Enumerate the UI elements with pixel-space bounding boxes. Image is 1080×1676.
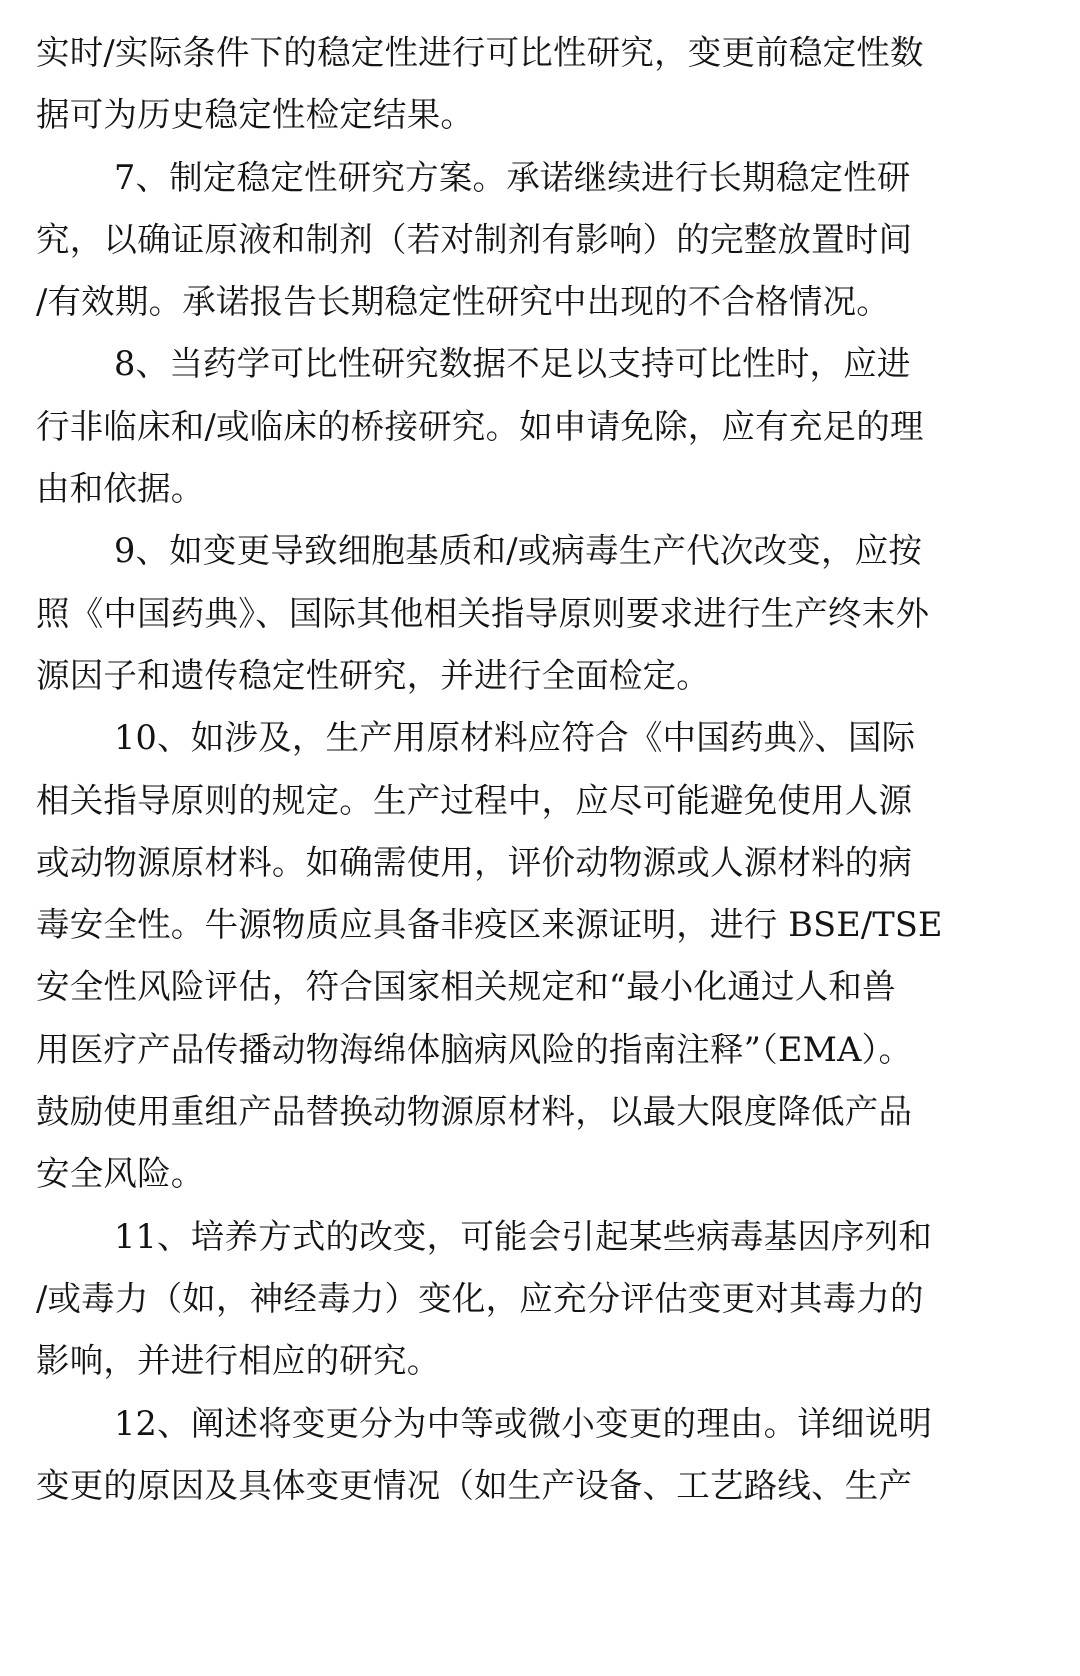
text-line: /有效期。承诺报告长期稳定性研究中出现的不合格情况。: [36, 282, 890, 322]
paragraph-continuation-stability: [36, 22, 1036, 147]
text-line: 据可为历史稳定性检定结果。: [36, 95, 475, 135]
text-line: 变更的原因及具体变更情况（如生产设备、工艺路线、生产: [36, 1465, 913, 1505]
text-line: 鼓励使用重组产品替换动物源原材料，以最大限度降低产品: [36, 1092, 913, 1132]
document-body: [36, 22, 1036, 1517]
text-line: 毒安全性。牛源物质应具备非疫区来源证明，进行 BSE/TSE: [36, 905, 943, 945]
paragraph-item-7: [36, 147, 1036, 334]
text-line: 由和依据。: [36, 469, 205, 509]
paragraph-item-9: [36, 520, 1036, 707]
text-line: 用医疗产品传播动物海绵体脑病风险的指南注释”（EMA）。: [36, 1029, 913, 1069]
text-line: 安全风险。: [36, 1154, 205, 1194]
text-line: 9、如变更导致细胞基质和/或病毒生产代次改变，应按: [114, 531, 923, 571]
text-line: 或动物源原材料。如确需使用，评价动物源或人源材料的病: [36, 842, 913, 882]
text-line: 照《中国药典》、国际其他相关指导原则要求进行生产终末外: [36, 593, 930, 633]
paragraph-item-12: [36, 1393, 1036, 1518]
text-line: 影响，并进行相应的研究。: [36, 1341, 441, 1381]
text-line: 8、当药学可比性研究数据不足以支持可比性时，应进: [114, 344, 911, 384]
paragraph-item-11: [36, 1206, 1036, 1393]
text-line: 7、制定稳定性研究方案。承诺继续进行长期稳定性研: [114, 157, 911, 197]
text-line: 安全性风险评估，符合国家相关规定和“最小化通过人和兽: [36, 967, 896, 1007]
text-line: 12、阐述将变更分为中等或微小变更的理由。详细说明: [114, 1403, 933, 1443]
text-line: 11、培养方式的改变，可能会引起某些病毒基因序列和: [114, 1216, 933, 1256]
text-line: /或毒力（如，神经毒力）变化，应充分评估变更对其毒力的: [36, 1278, 924, 1318]
text-line: 实时/实际条件下的稳定性进行可比性研究，变更前稳定性数: [36, 33, 924, 72]
paragraph-item-10: [36, 707, 1036, 1205]
text-line: 究，以确证原液和制剂（若对制剂有影响）的完整放置时间: [36, 219, 913, 259]
text-line: 源因子和遗传稳定性研究，并进行全面检定。: [36, 655, 710, 695]
paragraph-item-8: [36, 333, 1036, 520]
text-line: 相关指导原则的规定。生产过程中，应尽可能避免使用人源: [36, 780, 913, 820]
text-line: 行非临床和/或临床的桥接研究。如申请免除，应有充足的理: [36, 406, 924, 446]
text-line: 10、如涉及，生产用原材料应符合《中国药典》、国际: [114, 718, 916, 758]
